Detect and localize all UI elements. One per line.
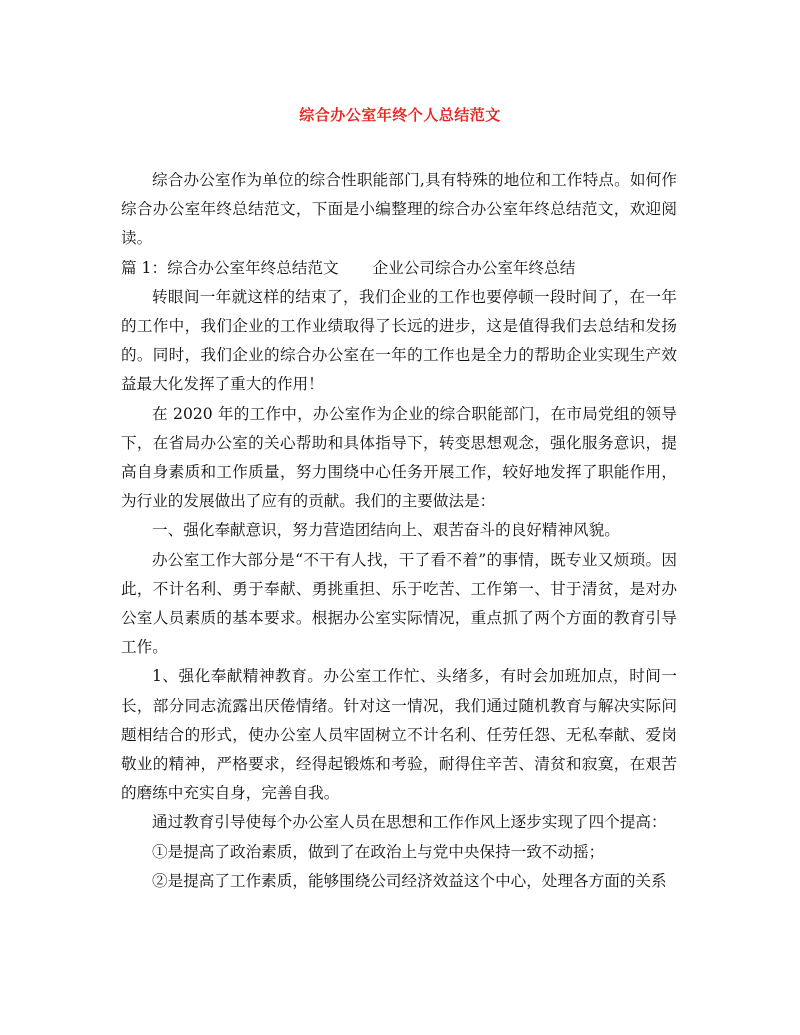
body-paragraph: 在 2020 年的工作中，办公室作为企业的综合职能部门，在市局党组的领导下，在省局办公室的关心帮助和具体指导下，转变思想观念，强化服务意识，提高自身素质和工作质量，努力围绕中心任务开展工作，较好地发挥了职能作用，为行业的发展做出了应有的贡献。我们的主要做法是： (121, 404, 677, 511)
body-paragraph: 1、强化奉献精神教育。办公室工作忙、头绪多，有时会加班加点，时间一长，部分同志流露出厌倦情绪。针对这一情况，我们通过随机教育与解决实际问题相结合的形式，使办公室人员牢固树立不计名利、任劳任怨、无私奉献、爱岗敬业的精神，严格要求，经得起锻炼和考验，耐得住辛苦、清贫和寂寞，在艰苦的磨练中充实自身，完善自我。 (121, 667, 677, 803)
body-paragraph: 办公室工作大部分是“不干有人找，干了看不着”的事情，既专业又烦琐。因此，不计名利、勇于奉献、勇挑重担、乐于吃苦、工作第一、甘于清贫，是对办公室人员素质的基本要求。根据办公室实际情况，重点抓了两个方面的教育引导工作。 (121, 550, 677, 657)
body-paragraph: 一、强化奉献意识，努力营造团结向上、艰苦奋斗的良好精神风貌。 (152, 521, 620, 540)
intro-paragraph: 综合办公室作为单位的综合性职能部门,具有特殊的地位和工作特点。如何作综合办公室年终总结范文，下面是小编整理的综合办公室年终总结范文，欢迎阅读。 (121, 171, 677, 248)
body-paragraph: 转眼间一年就这样的结束了，我们企业的工作也要停顿一段时间了，在一年的工作中，我们企业的工作业绩取得了长远的进步，这是值得我们去总结和发扬的。同时，我们企业的综合办公室在一年的工作也是全力的帮助企业实现生产效益最大化发挥了重大的作用！ (121, 287, 677, 394)
document-title: 综合办公室年终个人总结范文 (299, 106, 501, 124)
section-heading-label: 篇 1：综合办公室年终总结范文 (121, 258, 339, 277)
section-heading (121, 254, 677, 283)
body-paragraph: 通过教育引导使每个办公室人员在思想和工作作风上逐步实现了四个提高： (152, 813, 667, 832)
body-paragraph: ②是提高了工作素质，能够围绕公司经济效益这个中心，处理各方面的关系 (152, 871, 667, 890)
section-heading-subtitle: 企业公司综合办公室年终总结 (372, 258, 576, 277)
document-body (121, 166, 677, 896)
body-paragraph: ①是提高了政治素质，做到了在政治上与党中央保持一致不动摇； (152, 842, 605, 861)
